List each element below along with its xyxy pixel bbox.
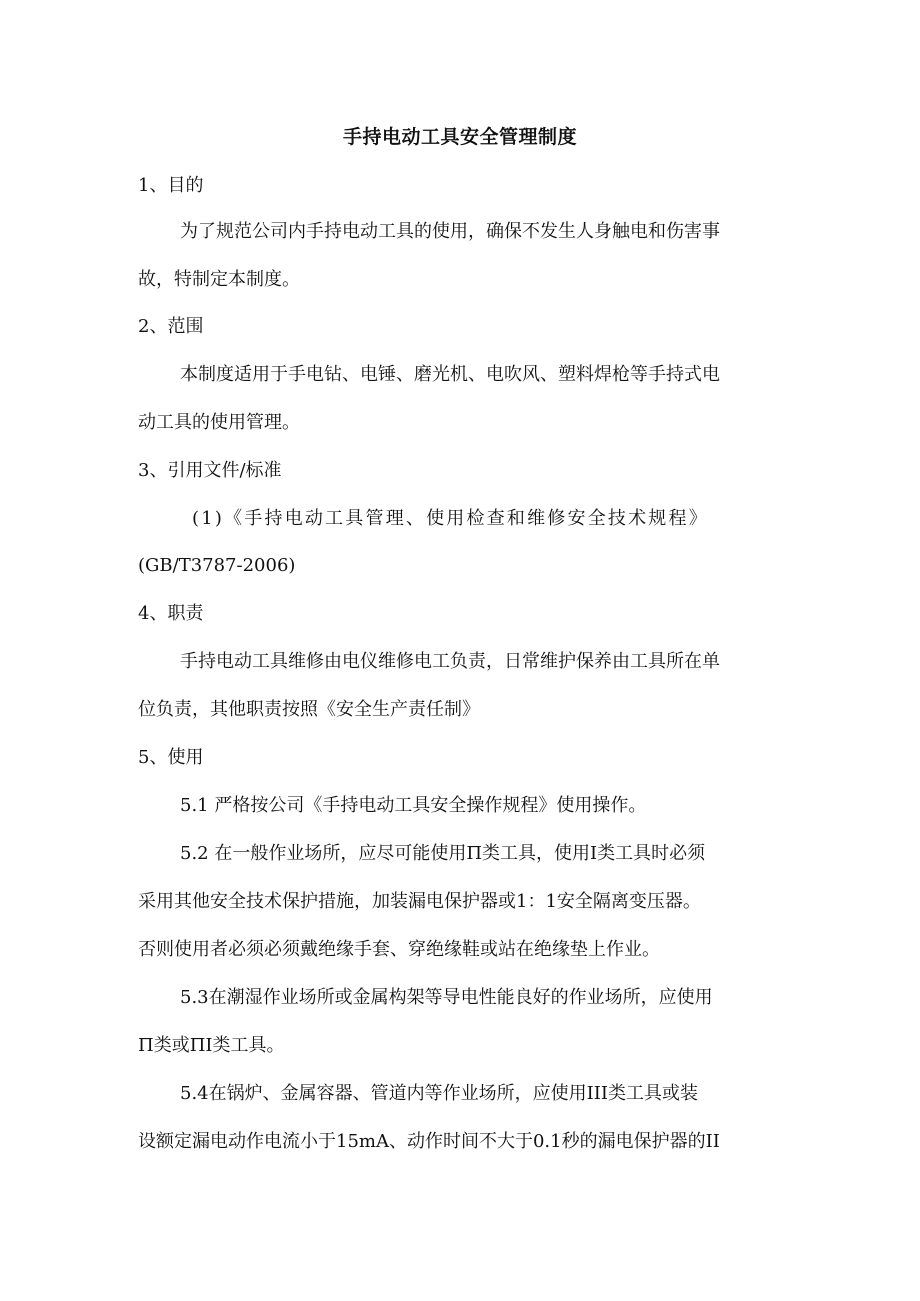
section-heading-references: 3、引用文件/标准 bbox=[138, 460, 282, 481]
paragraph-line: 设额定漏电动作电流小于15mA、动作时间不大于0.1秒的漏电保护器的II bbox=[138, 1131, 720, 1152]
paragraph-line: 手持电动工具维修由电仪维修电工负责，日常维护保养由工具所在单 bbox=[180, 651, 720, 672]
clause-5-2: 5.2 在一般作业场所，应尽可能使用Π类工具，使用Ⅰ类工具时必须 bbox=[180, 843, 706, 864]
document-title: 手持电动工具安全管理制度 bbox=[342, 126, 577, 148]
paragraph-line: 否则使用者必须必须戴绝缘手套、穿绝缘鞋或站在绝缘垫上作业。 bbox=[138, 939, 660, 960]
paragraph-line: 采用其他安全技术保护措施，加装漏电保护器或1：1安全隔离变压器。 bbox=[138, 891, 701, 912]
reference-item: (1)《手持电动工具管理、使用检查和维修安全技术规程》 bbox=[192, 508, 709, 529]
section-heading-purpose: 1、目的 bbox=[138, 175, 204, 196]
section-heading-scope: 2、范围 bbox=[138, 316, 204, 337]
clause-5-3: 5.3在潮湿作业场所或金属构架等导电性能良好的作业场所，应使用 bbox=[180, 987, 713, 1008]
reference-code: (GB/T3787-2006) bbox=[138, 555, 296, 576]
paragraph-line: 位负责，其他职责按照《安全生产责任制》 bbox=[138, 699, 480, 720]
section-heading-duties: 4、职责 bbox=[138, 603, 204, 624]
paragraph-line: 本制度适用于手电钻、电锤、磨光机、电吹风、塑料焊枪等手持式电 bbox=[180, 364, 720, 385]
paragraph-line: 动工具的使用管理。 bbox=[138, 412, 300, 433]
clause-5-4: 5.4在锅炉、金属容器、管道内等作业场所，应使用III类工具或装 bbox=[180, 1083, 698, 1104]
paragraph-line: Π类或ΠⅠ类工具。 bbox=[138, 1035, 285, 1056]
paragraph-line: 故，特制定本制度。 bbox=[138, 269, 300, 290]
section-heading-use: 5、使用 bbox=[138, 747, 204, 768]
clause-5-1: 5.1 严格按公司《手持电动工具安全操作规程》使用操作。 bbox=[180, 795, 647, 816]
paragraph-line: 为了规范公司内手持电动工具的使用，确保不发生人身触电和伤害事 bbox=[180, 221, 720, 242]
